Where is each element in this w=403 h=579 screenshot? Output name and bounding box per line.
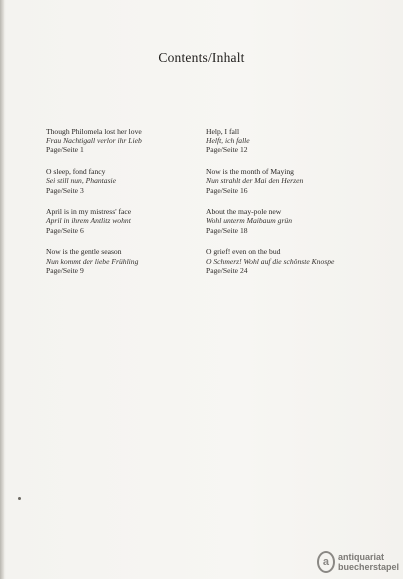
entry-german-title: Nun kommt der liebe Frühling (46, 256, 139, 266)
contents-entry (206, 247, 381, 275)
contents-entry (206, 127, 381, 155)
entry-page-number: Page/Seite 3 (46, 185, 84, 195)
page-title: Contents/Inhalt (158, 50, 245, 65)
entry-english-title: April is in my mistress' face (46, 207, 132, 217)
entry-page-number: Page/Seite 12 (206, 145, 248, 155)
contents-entry (206, 167, 381, 195)
entry-english-title: Though Philomela lost her love (46, 127, 142, 136)
entry-page-number: Page/Seite 9 (46, 265, 84, 275)
contents-column-left (46, 127, 206, 287)
entry-german-title: Helft, ich falle (206, 136, 250, 146)
entry-page-number: Page/Seite 6 (46, 225, 84, 235)
entry-english-title: Help, I fall (206, 127, 240, 136)
entry-english-title: About the may-pole new (206, 207, 282, 217)
contents-entry (46, 247, 206, 275)
antiquariat-watermark (317, 549, 399, 575)
watermark-logo-icon: a (317, 551, 335, 573)
watermark-line-1: antiquariat (337, 552, 384, 562)
watermark-line-2: buecherstapel (337, 562, 399, 572)
entry-page-number: Page/Seite 24 (206, 265, 248, 275)
contents-entry (46, 127, 206, 155)
entry-german-title: O Schmerz! Wohl auf die schönste Knospe (206, 256, 335, 266)
entry-page-number: Page/Seite 16 (206, 185, 248, 195)
entry-german-title: Sei still nun, Phantasie (46, 176, 117, 186)
contents-entry (46, 207, 206, 235)
entry-page-number: Page/Seite 1 (46, 145, 84, 155)
page-edge-shadow (0, 0, 4, 579)
contents-entry (206, 207, 381, 235)
entry-german-title: Wohl unterm Maibaum grün (206, 216, 292, 226)
contents-column-right (206, 127, 381, 287)
watermark-text (338, 552, 399, 572)
entry-english-title: Now is the gentle season (46, 247, 122, 257)
entry-german-title: Nun strahlt der Mai den Herzen (206, 176, 304, 186)
entry-page-number: Page/Seite 18 (206, 225, 248, 235)
entry-english-title: O sleep, fond fancy (46, 167, 106, 177)
entry-english-title: Now is the month of Maying (206, 167, 294, 177)
contents-entry (46, 167, 206, 195)
entry-german-title: April in ihrem Antlitz wohnt (46, 216, 131, 226)
entry-german-title: Frau Nachtigall verlor ihr Lieb (46, 136, 142, 146)
entry-english-title: O grief! even on the bud (206, 247, 281, 257)
ink-speck (18, 497, 21, 500)
